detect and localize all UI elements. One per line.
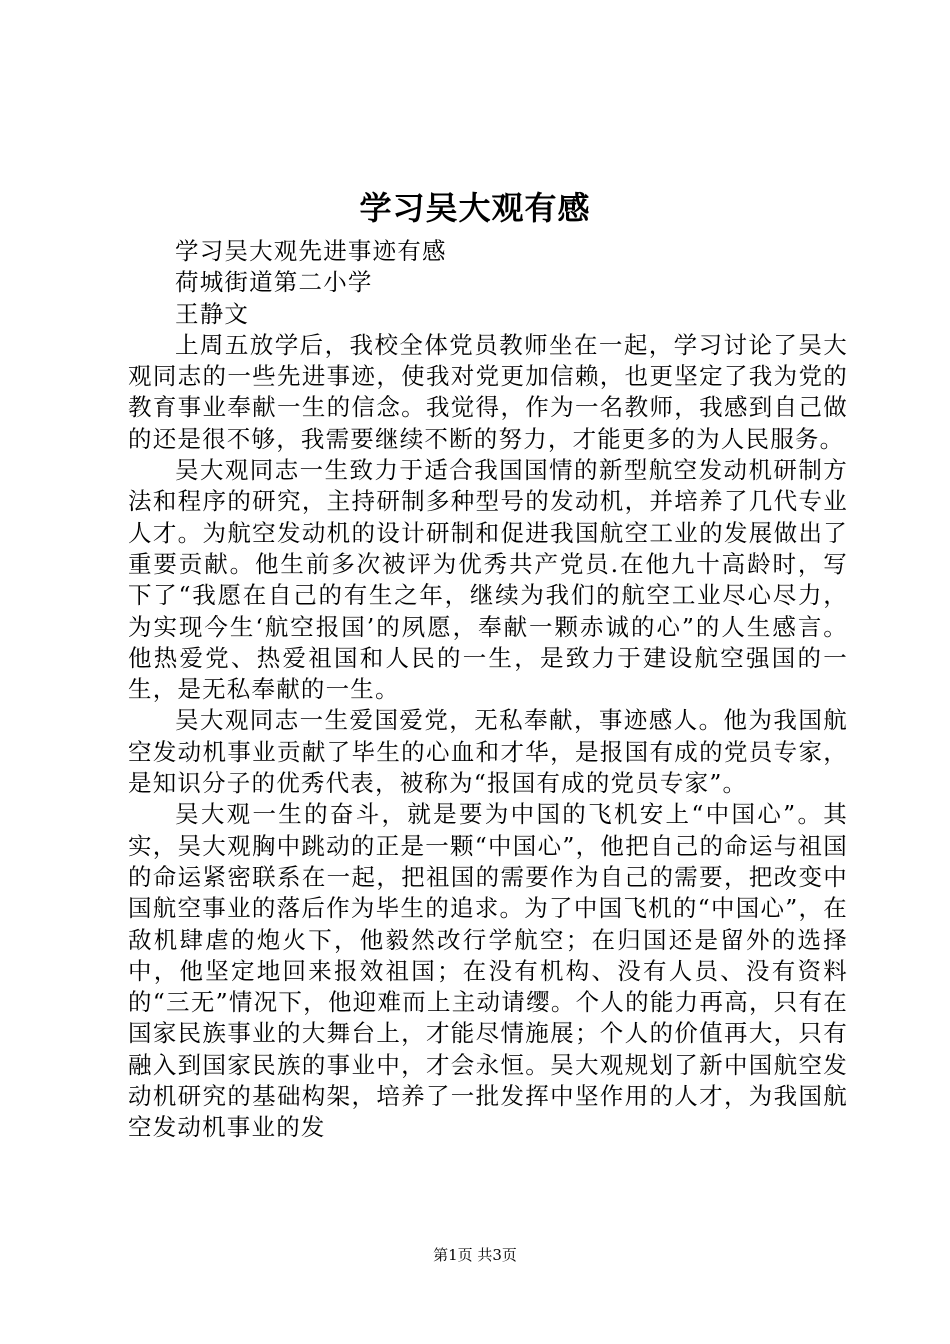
document-body: [128, 236, 848, 1144]
body-paragraph: 上周五放学后，我校全体党员教师坐在一起，学习讨论了吴大观同志的一些先进事迹，使我对党更加信赖，也更坚定了我为党的教育事业奉献一生的信念。我觉得，作为一名教师，我感到自己做的还是很不够，我需要继续不断的努力，才能更多的为人民服务。: [128, 330, 848, 453]
body-paragraph: 吴大观同志一生致力于适合我国国情的新型航空发动机研制方法和程序的研究，主持研制多种型号的发动机，并培养了几代专业人才。为航空发动机的设计研制和促进我国航空工业的发展做出了重要贡献。他生前多次被评为优秀共产党员.在他九十高龄时，写下了“我愿在自己的有生之年，继续为我们的航空工业尽心尽力，为实现今生‘航空报国’的夙愿，奉献一颗赤诚的心”的人生感言。他热爱党、热爱祖国和人民的一生，是致力于建设航空强国的一生，是无私奉献的一生。: [128, 456, 848, 704]
body-paragraph: 吴大观一生的奋斗，就是要为中国的飞机安上“中国心”。其实，吴大观胸中跳动的正是一颗“中国心”，他把自己的命运与祖国的命运紧密联系在一起，把祖国的需要作为自己的需要，把改变中国航空事业的落后作为毕生的追求。为了中国飞机的“中国心”，在敌机肆虐的炮火下，他毅然改行学航空；在归国还是留外的选择中，他坚定地回来报效祖国；在没有机构、没有人员、没有资料的“三无”情况下，他迎难而上主动请缨。个人的能力再高，只有在国家民族事业的大舞台上，才能尽情施展；个人的价值再大，只有融入到国家民族的事业中，才会永恒。吴大观规划了新中国航空发动机研究的基础构架，培养了一批发挥中坚作用的人才，为我国航空发动机事业的发: [128, 800, 848, 1142]
author-paragraph: 王静文: [175, 299, 250, 328]
school-paragraph: 荷城街道第二小学: [175, 268, 373, 297]
page-number-footer: 第1页 共3页: [433, 1246, 517, 1264]
document-title: 学习吴大观有感: [359, 189, 591, 227]
subtitle-paragraph: 学习吴大观先进事迹有感: [175, 237, 447, 265]
body-paragraph: 吴大观同志一生爱国爱党，无私奉献，事迹感人。他为我国航空发动机事业贡献了毕生的心血和才华，是报国有成的党员专家，是知识分子的优秀代表，被称为“报国有成的党员专家”。: [128, 706, 848, 798]
